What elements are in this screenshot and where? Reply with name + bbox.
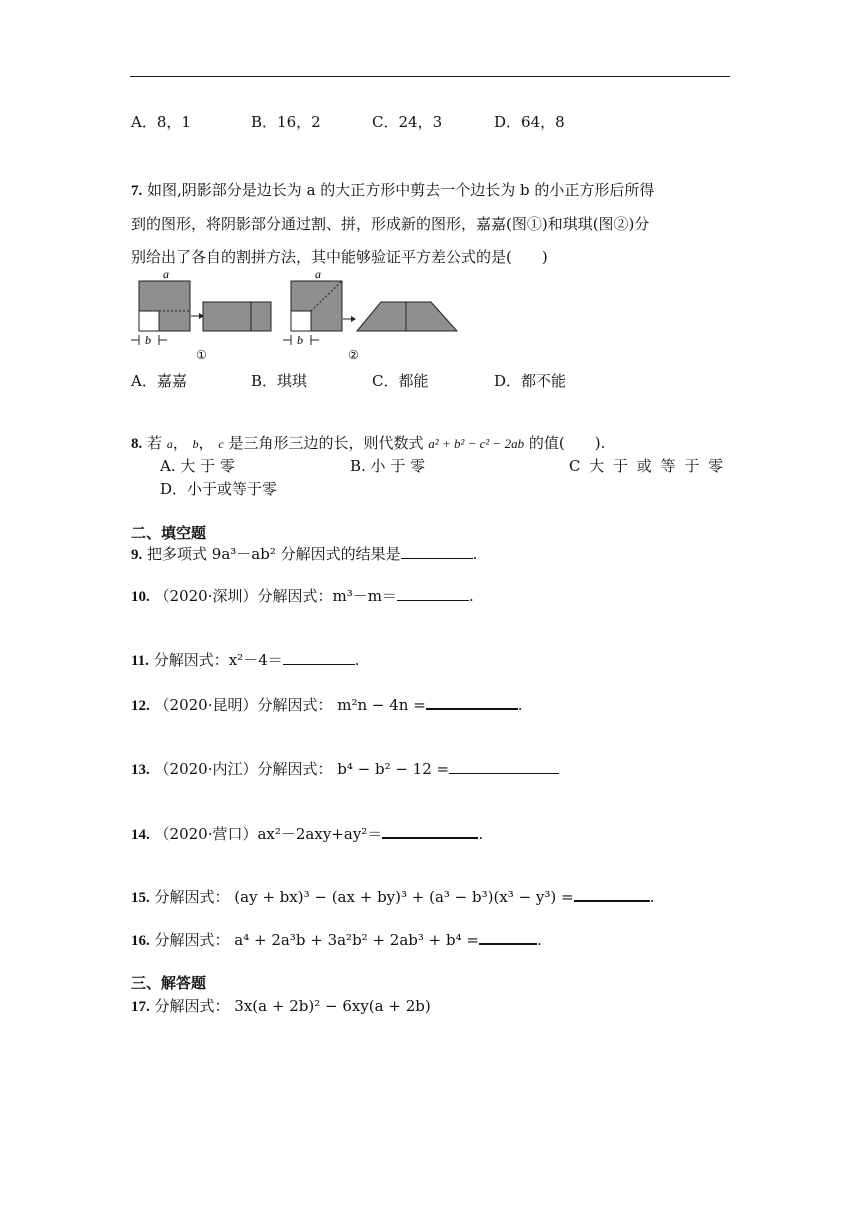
q11-end: . xyxy=(354,651,360,669)
q8-var-c: c xyxy=(218,437,224,451)
q13 xyxy=(131,759,559,780)
q10-blank[interactable] xyxy=(397,586,469,601)
fig1-mark: ① xyxy=(196,348,207,362)
q12-blank[interactable] xyxy=(426,694,518,710)
fig2-small-square xyxy=(291,311,311,331)
q16-end: . xyxy=(536,931,542,949)
section-2-heading: 二、填空题 xyxy=(131,524,207,542)
q9-number: 9. xyxy=(131,547,143,563)
q12-end: . xyxy=(517,696,523,714)
figure-1 xyxy=(131,267,271,347)
q8-post: 的值( ). xyxy=(528,434,606,452)
q7-option-d: D．都不能 xyxy=(494,372,567,390)
fig1-label-b: b xyxy=(145,333,151,347)
q11 xyxy=(131,650,360,671)
q8-option-d: D．小于或等于零 xyxy=(160,480,278,498)
q7-line-3: 别给出了各自的割拼方法，其中能够验证平方差公式的是( ) xyxy=(131,248,548,266)
q8-line-1: 8. 若 a， b， c 是三角形三边的长，则代数式 a² + b² − c² − 2ab 的值( ). xyxy=(131,434,606,452)
q15-end: . xyxy=(649,888,655,906)
q7-option-a: A．嘉嘉 xyxy=(131,372,187,390)
q7-text-1: 如图,阴影部分是边长为 a 的大正方形中剪去一个边长为 b 的小正方形后所得 xyxy=(147,181,655,199)
q6-option-a: A．8，1 xyxy=(131,113,191,131)
q15-number: 15. xyxy=(131,890,150,906)
q14-end: . xyxy=(478,825,484,843)
q14-text: （2020·营口）ax²－2axy+ay²＝ xyxy=(154,825,383,843)
q14-blank[interactable] xyxy=(382,823,478,839)
q17-text: 分解因式： 3x(a + 2b)² − 6xy(a + 2b) xyxy=(154,997,431,1015)
q17 xyxy=(131,996,431,1017)
header-rule xyxy=(130,76,730,77)
q11-blank[interactable] xyxy=(283,650,355,665)
q7-figure xyxy=(125,266,465,366)
q8-pre: 若 xyxy=(147,434,163,452)
q14-number: 14. xyxy=(131,827,150,843)
q7-line-1 xyxy=(131,180,654,201)
q9 xyxy=(131,544,477,565)
q6-option-d: D．64，8 xyxy=(494,113,565,131)
figure-2 xyxy=(283,267,457,347)
q8-option-a: A. 大 于 零 xyxy=(160,457,235,475)
q15-text: 分解因式： (ay + bx)³ − (ax + by)³ + (a³ − b³)(x³ − y³) = xyxy=(154,888,574,906)
q7-line-2: 到的图形，将阴影部分通过割、拼，形成新的图形，嘉嘉(图①)和琪琪(图②)分 xyxy=(131,215,650,233)
q11-text: 分解因式：x²－4＝ xyxy=(153,651,283,669)
q16-blank[interactable] xyxy=(479,929,537,945)
q8-number: 8. xyxy=(131,436,143,452)
q9-text: 把多项式 9a³－ab² 分解因式的结果是 xyxy=(147,545,401,563)
fig2-label-a: a xyxy=(315,267,321,281)
q8-var-a: a xyxy=(166,437,173,451)
q10-text: （2020·深圳）分解因式：m³－m＝ xyxy=(154,587,397,605)
q16-number: 16. xyxy=(131,933,150,949)
fig1-label-a: a xyxy=(163,267,169,281)
q13-blank[interactable] xyxy=(449,759,559,774)
q8-var-b: b xyxy=(192,437,199,451)
q17-number: 17. xyxy=(131,999,150,1015)
fig2-trapezoid xyxy=(357,302,457,331)
q10-number: 10. xyxy=(131,589,150,605)
section-3-heading: 三、解答题 xyxy=(131,974,207,992)
q16-text: 分解因式： a⁴ + 2a³b + 3a²b² + 2ab³ + b⁴ = xyxy=(154,931,479,949)
q13-number: 13. xyxy=(131,762,150,778)
q8-mid: 是三角形三边的长，则代数式 xyxy=(228,434,424,452)
q8-expression: a² + b² − c² − 2ab xyxy=(428,436,525,451)
q7-option-c: C．都能 xyxy=(372,372,429,390)
q15 xyxy=(131,886,654,908)
fig2-label-b: b xyxy=(297,333,303,347)
q14 xyxy=(131,823,483,845)
q12 xyxy=(131,694,523,716)
fig2-mark: ② xyxy=(348,348,359,362)
q9-blank[interactable] xyxy=(401,544,473,559)
q7-number: 7. xyxy=(131,183,143,199)
q9-end: . xyxy=(472,545,478,563)
q10 xyxy=(131,586,474,607)
q6-option-c: C．24，3 xyxy=(372,113,443,131)
q13-text: （2020·内江）分解因式： b⁴ − b² − 12 = xyxy=(154,760,450,778)
q16 xyxy=(131,929,542,951)
fig2-arrow-head xyxy=(351,316,356,322)
fig1-result-rect xyxy=(203,302,271,331)
q8-option-c: C 大 于 或 等 于 零 xyxy=(569,457,726,475)
q7-option-b: B．琪琪 xyxy=(251,372,308,390)
q11-number: 11. xyxy=(131,653,149,669)
fig1-small-square xyxy=(139,311,159,331)
q15-blank[interactable] xyxy=(574,886,650,902)
q6-option-b: B．16，2 xyxy=(251,113,321,131)
q12-text: （2020·昆明）分解因式： m²n − 4n = xyxy=(154,696,426,714)
q8-option-b: B. 小 于 零 xyxy=(350,457,426,475)
q12-number: 12. xyxy=(131,698,150,714)
q10-end: . xyxy=(468,587,474,605)
